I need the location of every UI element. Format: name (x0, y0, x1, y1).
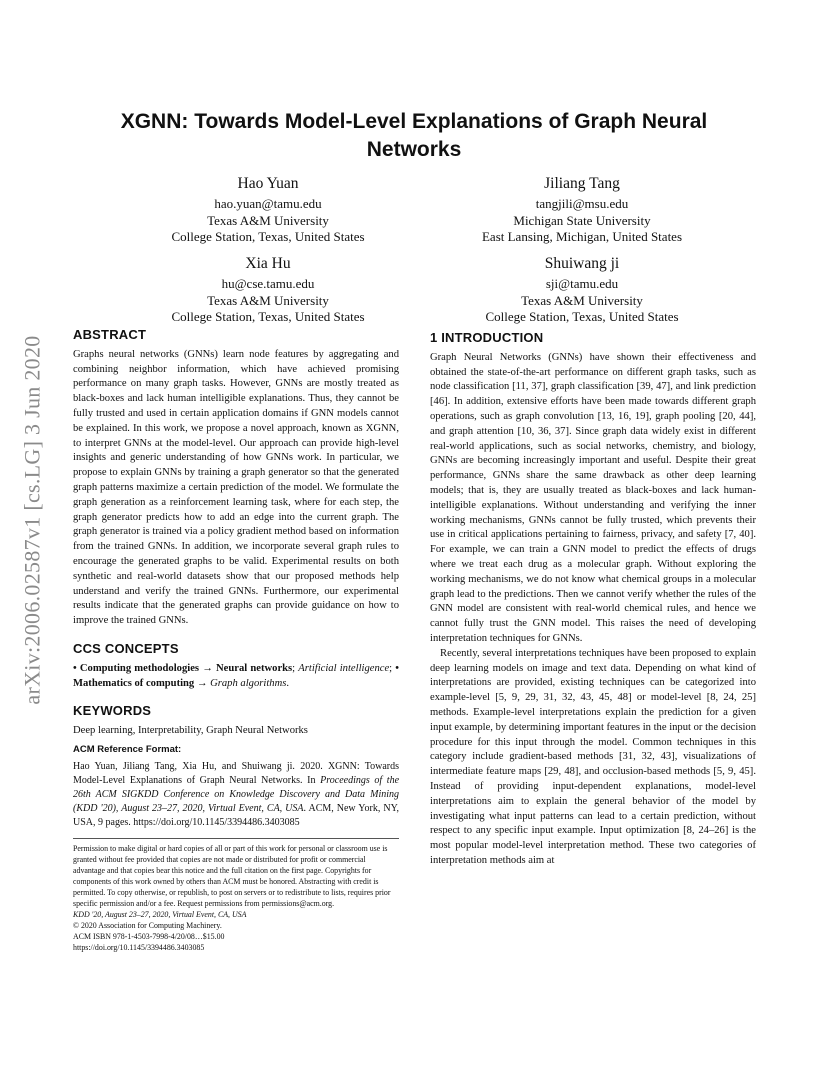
right-column (430, 331, 756, 869)
conference-line: KDD '20, August 23–27, 2020, Virtual Event, CA, USA (73, 909, 247, 919)
isbn-line: ACM ISBN 978-1-4503-7998-4/20/08…$15.00 (73, 931, 225, 941)
author-name: Hao Yuan (237, 175, 299, 192)
author-location: College Station, Texas, United States (171, 309, 365, 324)
author-email: sji@tamu.edu (545, 276, 619, 291)
author-affiliation: Texas A&M University (207, 212, 329, 228)
arxiv-id: arXiv:2006.02587v1 [cs.LG] 3 Jun 2020 (20, 335, 46, 705)
author-email: tangjili@msu.edu (535, 196, 629, 211)
abstract-text: Graphs neural networks (GNNs) learn node features by aggregating and combining neighbor information, which have achieved promising performance on many graph tasks. However, GNNs are mostly treated as black-boxes and lack human intelligible explanations. Thus, they cannot be fully trusted and used in certain application domains if GNN models cannot be explained. In this work, we propose a novel approach, known as XGNN, to interpret GNNs at the model-level. Our approach can provide high-level insights and generic understanding of how GNNs work. In particular, we propose to explain GNNs by training a graph generator so that the generated graph patterns maximize a certain prediction of the model. We formulate the graph generation as a reinforcement learning task, where for each step, the graph generator predicts how to add an edge into the current graph. The graph generator is trained via a policy gradient method based on information from the trained GNNs. In addition, we incorporate several graph rules to encourage the generated graphs to be valid. Experimental results on both synthetic and real-world datasets show that our proposed methods help understand and verify the trained GNNs. Furthermore, our experimental results indicate that the generated graphs can provide guidance on how to improve the trained GNNs. (73, 348, 399, 627)
author-block-4 (432, 254, 732, 326)
author-email: hu@cse.tamu.edu (221, 276, 315, 291)
permission-notice: Permission to make digital or hard copies of all or part of this work for personal or classroom use is granted without fee provided that copies are not made or distributed for profit or commercial advantage and that copies bear this notice and the full citation on the first page. Copyrights for components of this work owned by others than ACM must be honored. Abstracting with credit is permitted. To copy otherwise, or republish, to post on servers or to redistribute to lists, requires prior specific permission and/or a fee. Request permissions from permissions@acm.org. (73, 843, 391, 908)
author-block-3 (118, 254, 418, 326)
acm-reference: Hao Yuan, Jiliang Tang, Xia Hu, and Shuiwang ji. 2020. XGNN: Towards Model-Level Explanations of Graph Neural Networks. In Proceedings of the 26th ACM SIGKDD Conference on Knowledge Discovery and Data Mining (KDD '20), August 23–27, 2020, Virtual Event, CA, USA. ACM, New York, NY, USA, 9 pages. https://doi.org/10.1145/3394486.3403085 (73, 760, 400, 828)
left-column (73, 328, 399, 953)
author-location: East Lansing, Michigan, United States (481, 229, 683, 244)
abstract-heading: ABSTRACT (73, 327, 147, 342)
author-name: Jiliang Tang (544, 175, 620, 192)
doi-line: https://doi.org/10.1145/3394486.3403085 (73, 942, 205, 952)
author-block-2 (432, 174, 732, 246)
intro-paragraph-2: Recently, several interpretations techniques have been proposed to explain deep learning models on image and text data. Depending on what kind of interpretations are provided, existing techniques can be categorized into example-level [5, 9, 29, 31, 32, 43, 45, 48] or model-level [8, 24, 25] methods. Example-level interpretations explain the prediction for a given input example, by determining important features in the input or the decision procedure for this input through the model. Common techniques in this category include gradient-based methods [31, 32, 43], visualizations of intermediate feature maps [29, 48], and occlusion-based methods [5, 9, 45]. Instead of providing input-dependent explanations, model-level interpretations aim to explain the general behavior of the model by investigating what input patterns can lead to a certain prediction, without respect to any specific input example. Input optimization [8, 24–26] is the most popular model-level interpretation method. These two categories of interpretation methods aim at (430, 647, 756, 866)
author-location: College Station, Texas, United States (171, 229, 365, 244)
arxiv-sidebar-stamp (8, 290, 58, 750)
intro-paragraph-1: Graph Neural Networks (GNNs) have shown their effectiveness and obtained the state-of-the-art performance on different graph tasks, such as node classification [11, 37], graph classification [39, 47], and link prediction [46]. In addition, extensive efforts have been made towards different graph operations, such as graph convolution [13, 16, 19], graph pooling [20, 44], and graph attention [10, 36, 37]. Since graph data widely exist in different real-world applications, such as social networks, chemistry, and biology, GNNs are becoming increasingly important and useful. Despite their great performance, GNNs share the same drawback as other deep learning models; that is, they are usually treated as black-boxes and lack human-intelligible explanations. Without understanding and verifying the inner working mechanisms, GNNs cannot be fully trusted, which prevents their use in critical applications pertaining to fairness, privacy, and safety [7, 40]. For example, we can train a GNN model to predict the effects of drugs where we treat each drug as a molecular graph. Without exploring the working mechanisms, we do not know what chemical groups in a molecular graph lead to the predictions. Then we cannot verify whether the rules of the GNN model are consistent with real-world chemical rules, and hence we cannot fully trust the GNN model. This raises the need of developing interpretation techniques for GNNs. (430, 351, 756, 644)
keywords-heading: KEYWORDS (73, 703, 152, 719)
author-name: Shuiwang ji (544, 255, 620, 272)
ccs-heading: CCS CONCEPTS (73, 640, 179, 656)
author-email: hao.yuan@tamu.edu (214, 196, 322, 211)
permission-notice-block (73, 838, 399, 953)
author-block-1 (118, 174, 418, 246)
ccs-concepts: • Computing methodologies → Neural networks; Artificial intelligence; • Mathematics of computing → Graph algorithms. (73, 662, 400, 689)
author-affiliation: Texas A&M University (207, 292, 329, 308)
author-name: Xia Hu (245, 255, 291, 272)
author-affiliation: Michigan State University (513, 212, 651, 228)
keywords-text: Deep learning, Interpretability, Graph Neural Networks (73, 725, 308, 737)
author-affiliation: Texas A&M University (521, 292, 643, 308)
acm-ref-heading: ACM Reference Format: (73, 743, 182, 755)
intro-heading: 1 INTRODUCTION (430, 330, 544, 345)
author-location: College Station, Texas, United States (485, 309, 679, 324)
paper-title: XGNN: Towards Model-Level Explanations of Graph Neural Networks (120, 110, 708, 161)
copyright-line: © 2020 Association for Computing Machinery. (73, 920, 222, 930)
